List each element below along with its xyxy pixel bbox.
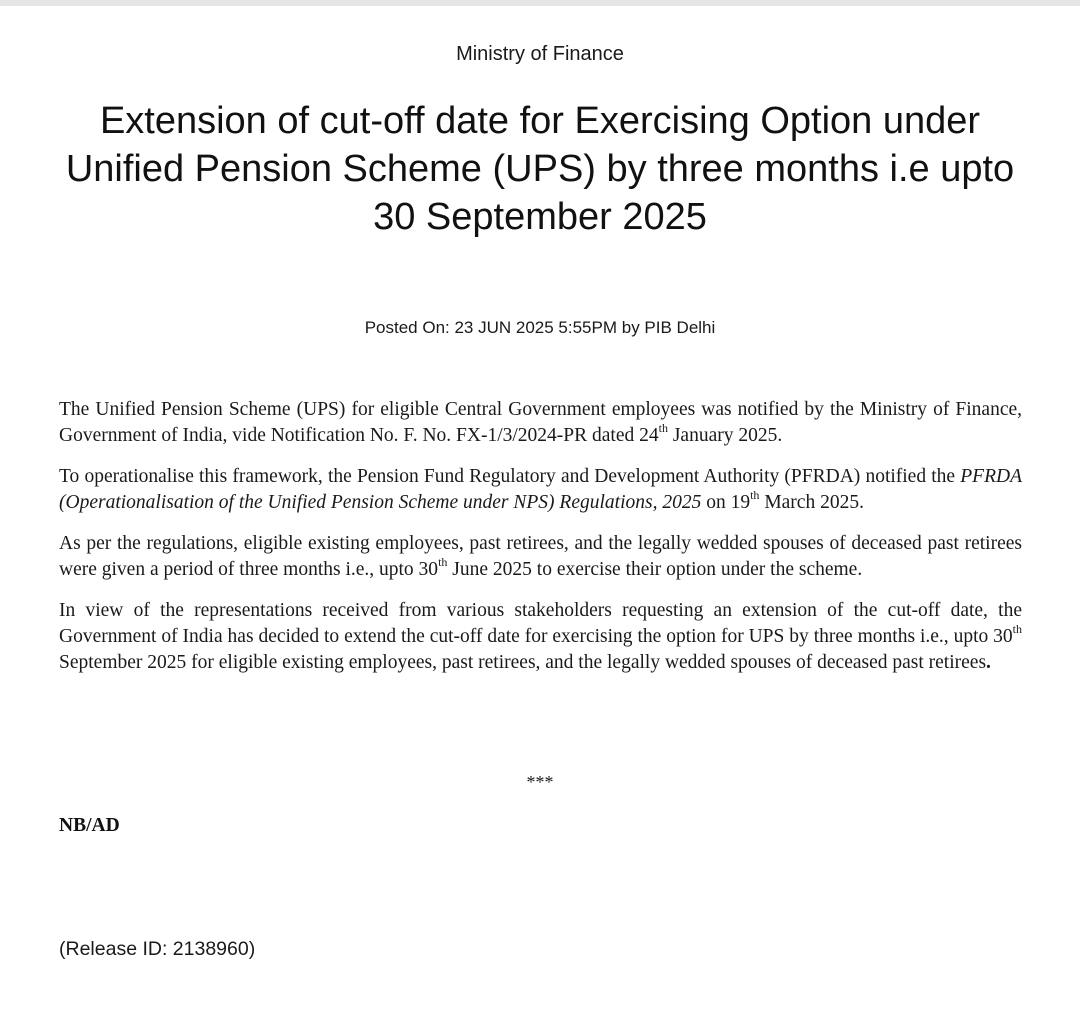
- paragraph-3: [59, 531, 1022, 583]
- paragraph-1: [59, 397, 1022, 449]
- ministry-name: Ministry of Finance: [456, 43, 624, 65]
- paragraph-2-sup: th: [750, 487, 760, 502]
- paragraph-2-text-b: on 19: [701, 492, 751, 513]
- paragraph-2: [59, 464, 1022, 516]
- posted-on: Posted On: 23 JUN 2025 5:55PM by PIB Delhi: [364, 318, 716, 337]
- author-initials: NB/AD: [59, 815, 120, 836]
- paragraph-4: [59, 598, 1022, 676]
- top-bar: [0, 0, 1080, 6]
- paragraph-3-text-a: As per the regulations, eligible existing employees, past retirees, and the legally wedded spouses of deceased past retirees were given a period of three months i.e., upto 30: [59, 533, 1022, 580]
- release-id: (Release ID: 2138960): [59, 938, 256, 960]
- paragraph-4-sup: th: [1012, 621, 1022, 636]
- paragraph-1-text-b: January 2025.: [667, 425, 783, 446]
- press-release-body: [59, 397, 1022, 691]
- paragraph-1-sup: th: [658, 420, 668, 435]
- paragraph-4-text-b: September 2025 for eligible existing employees, past retirees, and the legally wedded spouses of deceased past retirees: [59, 652, 987, 673]
- paragraph-2-text-a: To operationalise this framework, the Pension Fund Regulatory and Development Authority (PFRDA) notified the: [59, 466, 961, 487]
- paragraph-1-text-a: The Unified Pension Scheme (UPS) for eligible Central Government employees was notified by the Ministry of Finance, Government of India, vide Notification No. F. No. FX-1/3/2024-PR dated 24: [59, 399, 1022, 446]
- paragraph-4-period: .: [986, 652, 991, 673]
- paragraph-4-text-a: In view of the representations received from various stakeholders requesting an extension of the cut-off date, the Government of India has decided to extend the cut-off date for exercising the option for UPS by three months i.e., upto 30: [59, 600, 1022, 647]
- page-title: Extension of cut-off date for Exercising Option under Unified Pension Scheme (UPS) by three months i.e upto 30 September 2025: [65, 100, 1015, 238]
- paragraph-3-sup: th: [438, 554, 448, 569]
- paragraph-2-text-c: March 2025.: [759, 492, 864, 513]
- separator-stars: ***: [526, 772, 554, 792]
- paragraph-3-text-b: June 2025 to exercise their option under the scheme.: [447, 559, 863, 580]
- regulation-title: PFRDA (Operationalisation of the Unified Pension Scheme under NPS) Regulations, 2025: [59, 466, 1022, 513]
